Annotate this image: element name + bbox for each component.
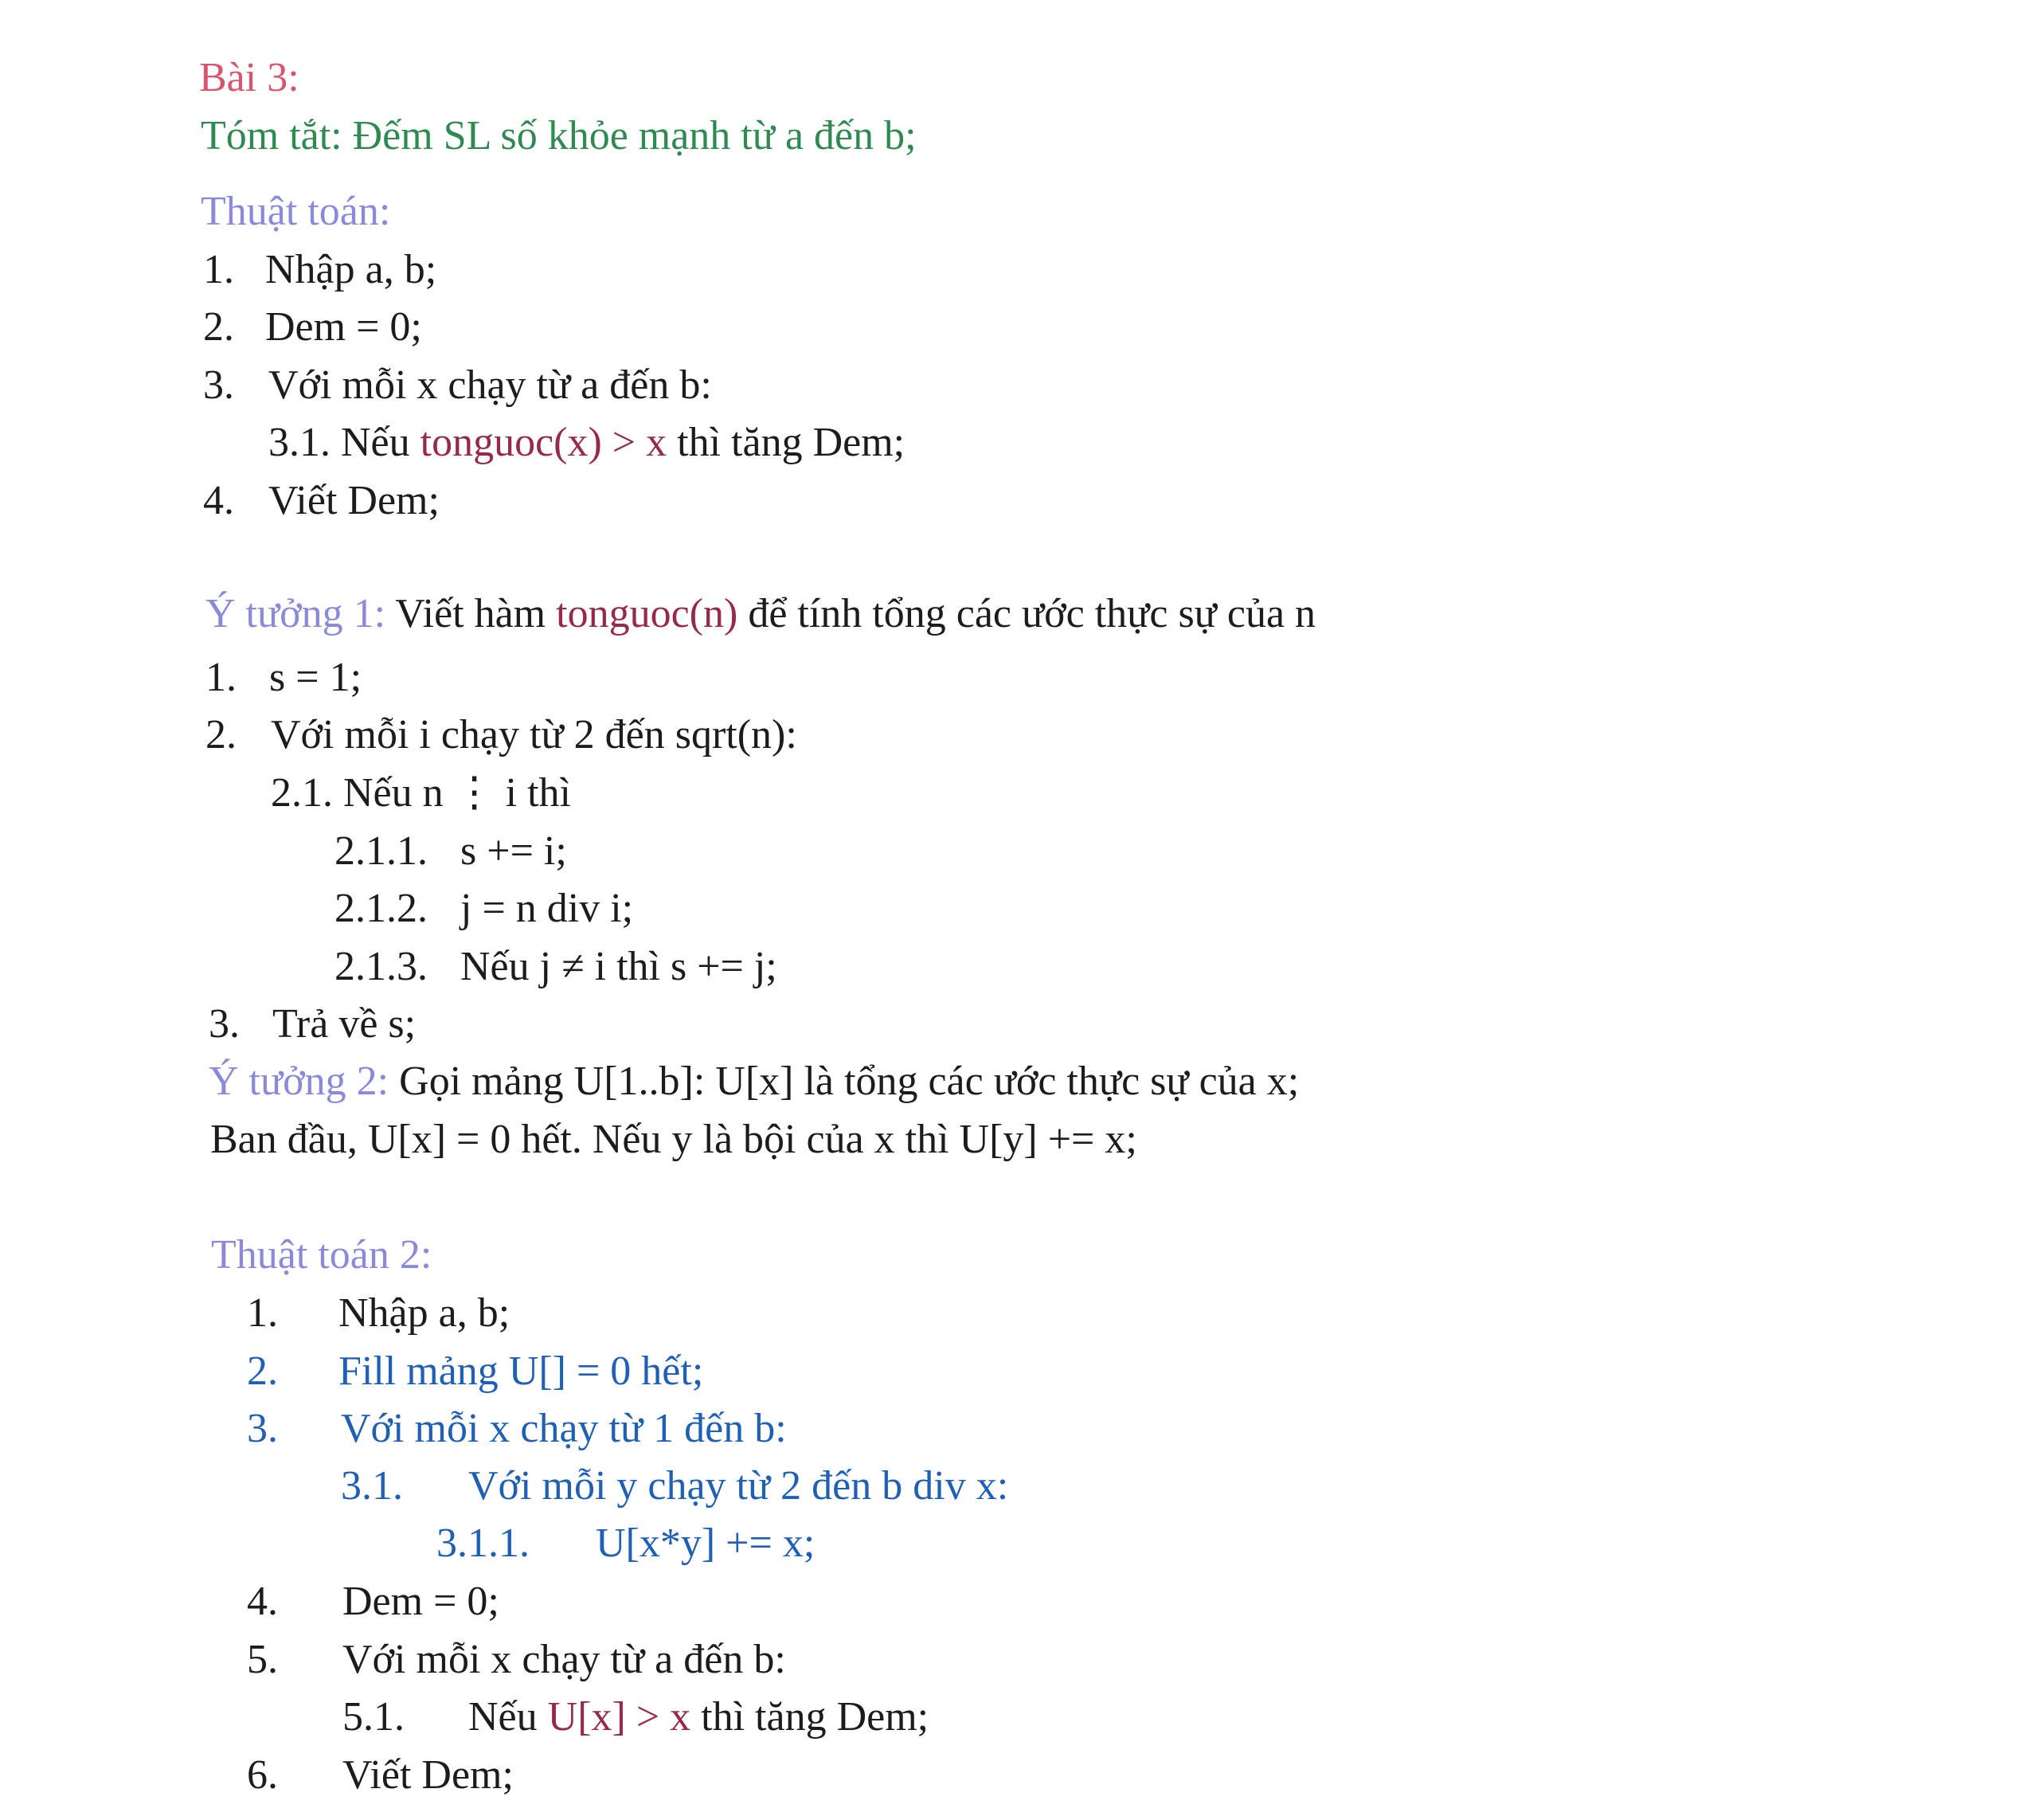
algo1-step-3-1 <box>268 422 905 464</box>
algorithm-1-heading: Thuật toán: <box>201 189 391 234</box>
exercise-title: Bài 3: <box>199 55 299 100</box>
algo2-step-6-text: Viết Dem; <box>342 1752 514 1798</box>
algo1-step-3-1-pre: Nếu <box>341 420 420 465</box>
idea1-step-2-1-1-text: s += i; <box>460 828 567 874</box>
algo2-step-3-1-number: 3.1. <box>341 1463 403 1509</box>
idea1-step-2-1-3-text: Nếu j ≠ i thì s += j; <box>460 944 777 989</box>
algo1-step-4-number: 4. <box>203 478 234 523</box>
idea1-step-2-1-2-number: 2.1.2. <box>334 886 428 931</box>
algo2-step-3-1-1-text: U[x*y] += x; <box>596 1521 816 1566</box>
algo2-step-6-number: 6. <box>247 1752 278 1798</box>
algo2-step-2-number: 2. <box>247 1348 278 1394</box>
idea1-step-2-1-3-number: 2.1.3. <box>334 944 428 989</box>
algo2-step-5-1-post: thì tăng Dem; <box>690 1694 929 1740</box>
algo1-step-3-1-post: thì tăng Dem; <box>667 420 905 465</box>
algo1-step-1-number: 1. <box>203 247 234 292</box>
idea-2-label: Ý tưởng 2: <box>209 1059 389 1104</box>
algo2-step-3-number: 3. <box>247 1406 278 1451</box>
idea-1-label: Ý tưởng 1: <box>205 591 386 636</box>
idea1-step-2-number: 2. <box>205 712 237 757</box>
idea-1-pre: Viết hàm <box>385 591 557 636</box>
algo2-step-4-text: Dem = 0; <box>342 1579 499 1624</box>
summary-line: Tóm tắt: Đếm SL số khỏe mạnh từ a đến b; <box>201 113 917 159</box>
algo2-step-2-text: Fill mảng U[] = 0 hết; <box>338 1348 704 1394</box>
algo1-step-3-number: 3. <box>203 362 234 408</box>
algo2-step-5-1-number: 5.1. <box>342 1694 405 1740</box>
idea1-step-2-1-1-number: 2.1.1. <box>334 828 428 874</box>
idea-1-line <box>205 593 1316 635</box>
algo2-step-1-text: Nhập a, b; <box>338 1290 510 1336</box>
algorithm-2-heading: Thuật toán 2: <box>211 1232 432 1278</box>
idea1-step-1-text: s = 1; <box>269 655 362 700</box>
idea-1-function: tonguoc(n) <box>556 591 738 636</box>
algo2-step-3-1-1-number: 3.1.1. <box>436 1521 530 1566</box>
algo2-step-3-text: Với mỗi x chạy từ 1 đến b: <box>341 1406 787 1451</box>
algo1-step-2-number: 2. <box>203 304 234 350</box>
idea1-step-2-1-number: 2.1. <box>271 770 333 816</box>
algo1-step-1-text: Nhập a, b; <box>265 247 437 292</box>
algo1-step-3-1-number: 3.1. <box>268 420 331 465</box>
algo1-step-2-text: Dem = 0; <box>265 304 422 350</box>
algo2-step-4-number: 4. <box>247 1579 278 1624</box>
idea1-step-2-1-2-text: j = n div i; <box>460 886 634 931</box>
idea1-step-3-text: Trả về s; <box>272 1001 417 1047</box>
algo2-step-3-1-text: Với mỗi y chạy từ 2 đến b div x: <box>468 1463 1009 1509</box>
idea-1-post: để tính tổng các ước thực sự của n <box>737 591 1316 636</box>
idea1-step-3-number: 3. <box>209 1001 240 1047</box>
algo2-step-5-1-condition: U[x] > x <box>547 1694 691 1740</box>
algo2-step-5-text: Với mỗi x chạy từ a đến b: <box>342 1637 786 1682</box>
idea-2-line-1 <box>209 1061 1299 1102</box>
algo2-step-5-1 <box>468 1694 929 1740</box>
idea1-step-1-number: 1. <box>205 655 237 700</box>
idea1-step-2-text: Với mỗi i chạy từ 2 đến sqrt(n): <box>271 712 797 757</box>
idea-2-line-2: Ban đầu, U[x] = 0 hết. Nếu y là bội của x thì U[y] += x; <box>210 1117 1137 1162</box>
algo2-step-1-number: 1. <box>247 1290 278 1336</box>
algo1-step-3-1-condition: tonguoc(x) > x <box>420 420 667 465</box>
idea1-step-2-1 <box>271 770 571 816</box>
idea-2-text-1: Gọi mảng U[1..b]: U[x] là tổng các ước thực sự của x; <box>389 1059 1300 1104</box>
algo1-step-4-text: Viết Dem; <box>268 478 440 523</box>
algo2-step-5-1-pre: Nếu <box>468 1694 548 1740</box>
algo2-step-5-number: 5. <box>247 1637 278 1682</box>
algo1-step-3-text: Với mỗi x chạy từ a đến b: <box>268 362 712 408</box>
idea1-step-2-1-text: Nếu n ⋮ i thì <box>343 770 571 816</box>
